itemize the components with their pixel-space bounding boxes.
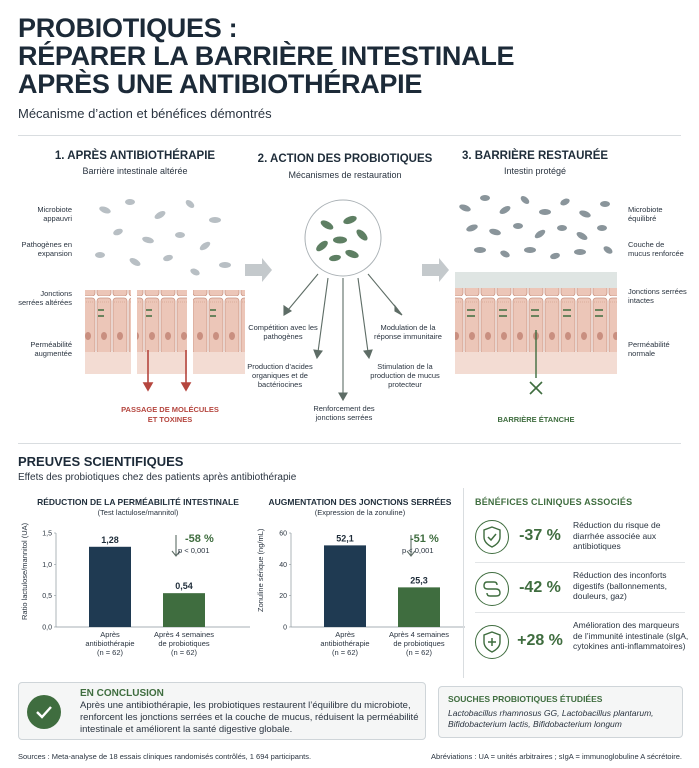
page-subtitle: Mécanisme d’action et bénéfices démontrés (18, 106, 272, 121)
chart2-tick-0: 60 (279, 530, 287, 538)
mechanism-acids: Production d’acides organiques et de bactériocines (247, 362, 313, 389)
mechanism-mucus: Stimulation de la production de mucus protecteur (370, 362, 440, 389)
label-jonctions-intactes: Jonctions serrées intactes (628, 287, 687, 305)
mechanism-competition: Compétition avec les pathogènes (248, 323, 318, 341)
chart2-pvalue: p < 0,001 (402, 546, 434, 555)
evidence-title: PREUVES SCIENTIFIQUES (18, 454, 184, 469)
mechanism-illustration (0, 180, 699, 440)
page-title (18, 14, 514, 98)
immune-shield-icon (475, 625, 509, 659)
chart2 (265, 525, 475, 665)
sealed-barrier-label: BARRIÈRE ÉTANCHE (497, 415, 575, 424)
chart1-category-0: Après antibiothérapie (n = 62) (85, 630, 135, 657)
chart2-title: AUGMENTATION DES JONCTIONS SERRÉES (268, 497, 452, 507)
label-permeabilite-normale: Perméabilité normale (628, 340, 670, 358)
panel1-title: 1. APRÈS ANTIBIOTHÉRAPIE (54, 150, 216, 162)
benefit2-text: Réduction des inconforts digestifs (ballonnements, douleurs, gaz) (573, 570, 668, 601)
chart1-bar-0 (89, 547, 131, 627)
benefit3-text: Amélioration des marqueurs de l’immunité intestinale (sIgA, cytokines anti-inflammatoires) (573, 620, 689, 651)
chart1 (30, 525, 260, 665)
chart2-value-label-0: 52,1 (336, 533, 354, 544)
conclusion-text: Après une antibiothérapie, les probiotiques restaurent l’équilibre du microbiote, renforcent les jonctions serrées et la couche de mucus, réduisent la perméabilité intestinale et améliorent la santé digestive globale. (80, 700, 419, 735)
chart2-category-1: Après 4 semaines de probiotiques (n = 62) (388, 630, 450, 657)
chart2-tick-1: 40 (279, 561, 287, 569)
chart2-tick-3: 0 (283, 624, 287, 632)
chart1-bar-1 (163, 593, 205, 627)
chart1-change: -58 % (185, 533, 214, 545)
chart2-value-label-1: 25,3 (410, 575, 428, 586)
footer-sources: Sources : Meta-analyse de 18 essais cliniques randomisés contrôlés, 1 694 participants. (18, 752, 312, 761)
shield-check-icon (475, 520, 509, 554)
chart2-change: -51 % (410, 533, 439, 545)
chart1-ylabel: Ratio lactulose/mannitol (UA) (20, 522, 29, 620)
check-circle-icon (27, 695, 61, 729)
mechanism-immunity: Modulation de la réponse immunitaire (374, 323, 442, 341)
label-permeabilite-augmentee: Perméabilité augmentée (30, 340, 72, 358)
title-line-1: PROBIOTIQUES : (18, 13, 238, 43)
chart1-tick-2: 0,5 (42, 593, 52, 601)
benefits-title: BÉNÉFICES CLINIQUES ASSOCIÉS (475, 497, 633, 507)
chart2-bar-1 (398, 587, 440, 627)
label-mucus: Couche de mucus renforcée (628, 240, 684, 258)
intestine-icon (475, 572, 509, 606)
panel2-title: 2. ACTION DES PROBIOTIQUES (257, 153, 433, 165)
chart2-tick-2: 20 (279, 593, 287, 601)
conclusion-title: EN CONCLUSION (80, 688, 164, 699)
evidence-subtitle: Effets des probiotiques chez des patients après antibiothérapie (18, 472, 297, 483)
chart1-value-label-0: 1,28 (101, 534, 119, 545)
chart1-tick-3: 0,0 (42, 624, 52, 632)
strains-text: Lactobacillus rhamnosus GG, Lactobacillus plantarum, Bifidobacterium lactis, Bifidobacterium longum (448, 708, 654, 729)
chart2-category-0: Après antibiothérapie (n = 62) (320, 630, 370, 657)
leak-label: PASSAGE DE MOLÉCULES ET TOXINES (121, 405, 219, 424)
blocked-x-icon (530, 382, 542, 394)
label-microbiote-equilibre: Microbiote équilibré (628, 205, 663, 223)
flow-arrow-1 (245, 258, 272, 282)
balanced-microbiota (458, 194, 613, 260)
sparse-microbiota (95, 198, 231, 276)
flow-arrow-2 (422, 258, 449, 282)
chart1-tick-1: 1,0 (42, 561, 52, 569)
chart1-pvalue: p < 0,001 (178, 546, 210, 555)
benefit3-value: +28 % (517, 632, 563, 649)
header-divider (18, 135, 681, 136)
strains-title: SOUCHES PROBIOTIQUES ÉTUDIÉES (448, 694, 603, 704)
mucus-layer (455, 272, 617, 288)
title-line-2: RÉPARER LA BARRIÈRE INTESTINALE (18, 41, 515, 71)
panel2-subtitle: Mécanismes de restauration (288, 170, 402, 180)
title-line-3: APRÈS UNE ANTIBIOTHÉRAPIE (18, 69, 423, 99)
damaged-epithelium (85, 290, 245, 352)
section-divider (18, 443, 681, 444)
chart2-subtitle: (Expression de la zonuline) (314, 508, 406, 517)
benefit1-value: -37 % (519, 527, 561, 544)
chart2-ylabel: Zonuline sérique (ng/mL) (256, 528, 265, 612)
chart2-bar-0 (324, 545, 366, 627)
chart1-category-1: Après 4 semaines de probiotiques (n = 62) (153, 630, 215, 657)
chart1-subtitle: (Test lactulose/mannitol) (97, 508, 179, 517)
benefits-divider (463, 488, 464, 678)
panel3-title: 3. BARRIÈRE RESTAURÉE (461, 150, 609, 162)
chart1-title: RÉDUCTION DE LA PERMÉABILITÉ INTESTINALE (37, 497, 239, 507)
benefit1-text: Réduction du risque de diarrhée associée aux antibiotiques (573, 520, 661, 551)
label-microbiote-appauvri: Microbiote appauvri (37, 205, 72, 223)
panel1-subtitle: Barrière intestinale altérée (82, 166, 188, 176)
label-pathogenes: Pathogènes en expansion (21, 240, 72, 258)
chart1-tick-0: 1,5 (42, 530, 52, 538)
footer-abbreviations: Abréviations : UA = unités arbitraires ; sIgA = immunoglobuline A sécrétoire. (431, 752, 682, 761)
mechanism-junctions: Renforcement des jonctions serrées (313, 404, 375, 422)
benefit2-value: -42 % (519, 579, 561, 596)
label-jonctions-alterees: Jonctions serrées altérées (18, 289, 72, 307)
chart1-value-label-1: 0,54 (175, 581, 193, 592)
panel3-subtitle: Intestin protégé (503, 166, 567, 176)
